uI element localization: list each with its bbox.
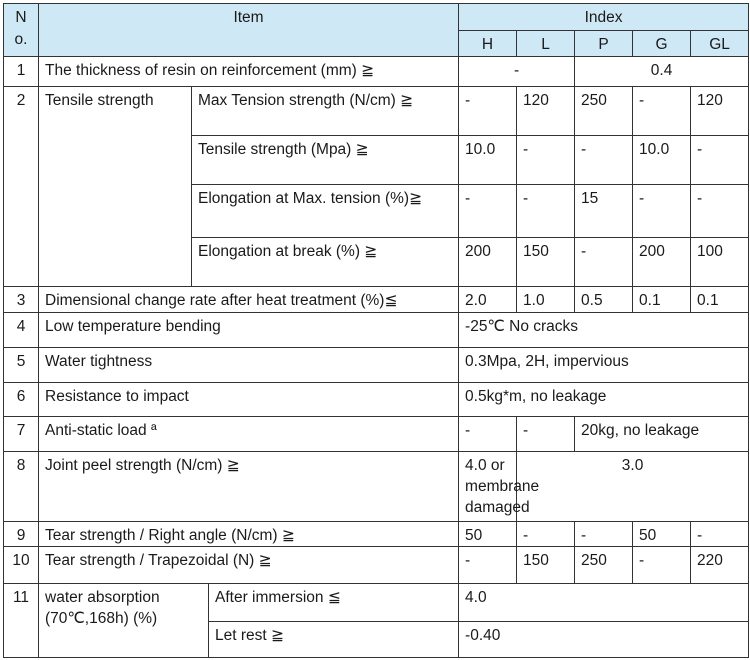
cell-l: 150 — [517, 547, 575, 584]
cell-h: - — [459, 547, 517, 584]
cell-p: 250 — [575, 86, 633, 135]
row-number: 11 — [4, 584, 39, 658]
cell-index-all: 4.0 — [459, 584, 749, 622]
table-row — [4, 287, 749, 313]
row-item: Water tightness — [39, 347, 459, 382]
table-row — [4, 547, 749, 584]
row-number: 4 — [4, 313, 39, 348]
cell-l: 150 — [517, 238, 575, 287]
cell-index-all: 0.5kg*m, no leakage — [459, 382, 749, 417]
cell-h: 2.0 — [459, 287, 517, 313]
cell-gl: 220 — [691, 547, 749, 584]
table-row — [4, 584, 749, 622]
cell-h: 200 — [459, 238, 517, 287]
row-number: 9 — [4, 521, 39, 547]
header-row-1 — [4, 4, 749, 31]
row-number: 6 — [4, 382, 39, 417]
row-item: Tear strength / Right angle (N/cm) ≧ — [39, 521, 459, 547]
row-number: 2 — [4, 86, 39, 287]
header-grade-l: L — [517, 30, 575, 57]
sub-item: Let rest ≧ — [209, 622, 459, 658]
cell-h: 4.0 or membrane damaged — [459, 452, 517, 522]
cell-p: 250 — [575, 547, 633, 584]
cell-p-g-gl: 0.4 — [575, 57, 749, 87]
table-row — [4, 313, 749, 348]
cell-gl: 120 — [691, 86, 749, 135]
cell-gl: 100 — [691, 238, 749, 287]
cell-index-all: -25℃ No cracks — [459, 313, 749, 348]
cell-l: - — [517, 521, 575, 547]
header-item: Item — [39, 4, 459, 57]
row-item: Low temperature bending — [39, 313, 459, 348]
cell-p: 0.5 — [575, 287, 633, 313]
row-item: Tensile strength — [39, 86, 192, 287]
row-number: 8 — [4, 452, 39, 522]
cell-h: - — [459, 86, 517, 135]
cell-gl: - — [691, 136, 749, 185]
table-row — [4, 347, 749, 382]
cell-h: 50 — [459, 521, 517, 547]
sub-item: Tensile strength (Mpa) ≧ — [192, 136, 459, 185]
cell-l: - — [517, 417, 575, 452]
table-row — [4, 86, 749, 135]
cell-g: - — [633, 86, 691, 135]
header-grade-g: G — [633, 30, 691, 57]
cell-p: - — [575, 521, 633, 547]
cell-p: - — [575, 238, 633, 287]
cell-l: 1.0 — [517, 287, 575, 313]
cell-l: - — [517, 136, 575, 185]
row-number: 10 — [4, 547, 39, 584]
cell-g: - — [633, 185, 691, 238]
row-number: 7 — [4, 417, 39, 452]
sub-item: After immersion ≦ — [209, 584, 459, 622]
cell-g: 10.0 — [633, 136, 691, 185]
cell-g: - — [633, 547, 691, 584]
sub-item: Elongation at Max. tension (%)≧ — [192, 185, 459, 238]
row-item: The thickness of resin on reinforcement (mm) ≧ — [39, 57, 459, 87]
header-grade-gl: GL — [691, 30, 749, 57]
cell-g: 50 — [633, 521, 691, 547]
cell-l: - — [517, 185, 575, 238]
cell-index-all: -0.40 — [459, 622, 749, 658]
row-item: Anti-static load ª — [39, 417, 459, 452]
cell-gl: - — [691, 185, 749, 238]
cell-h: - — [459, 417, 517, 452]
row-item: water absorption (70℃,168h) (%) — [39, 584, 209, 658]
row-number: 1 — [4, 57, 39, 87]
cell-l-p-g-gl: 3.0 — [517, 452, 749, 522]
table-row — [4, 57, 749, 87]
row-number: 3 — [4, 287, 39, 313]
cell-h: - — [459, 185, 517, 238]
table-row — [4, 521, 749, 547]
cell-gl: - — [691, 521, 749, 547]
cell-l: 120 — [517, 86, 575, 135]
row-item: Tear strength / Trapezoidal (N) ≧ — [39, 547, 459, 584]
table-row — [4, 382, 749, 417]
header-grade-h: H — [459, 30, 517, 57]
row-item: Dimensional change rate after heat treatment (%)≦ — [39, 287, 459, 313]
sub-item: Elongation at break (%) ≧ — [192, 238, 459, 287]
row-item: Joint peel strength (N/cm) ≧ — [39, 452, 459, 522]
header-no: N o. — [4, 4, 39, 57]
header-index: Index — [459, 4, 749, 31]
sub-item: Max Tension strength (N/cm) ≧ — [192, 86, 459, 135]
cell-g: 0.1 — [633, 287, 691, 313]
cell-gl: 0.1 — [691, 287, 749, 313]
cell-h-l: - — [459, 57, 575, 87]
cell-p: 15 — [575, 185, 633, 238]
cell-p: - — [575, 136, 633, 185]
spec-table — [3, 3, 749, 658]
cell-p-g-gl: 20kg, no leakage — [575, 417, 749, 452]
table-row — [4, 417, 749, 452]
cell-h: 10.0 — [459, 136, 517, 185]
cell-g: 200 — [633, 238, 691, 287]
header-grade-p: P — [575, 30, 633, 57]
table-row — [4, 452, 749, 522]
row-item: Resistance to impact — [39, 382, 459, 417]
row-number: 5 — [4, 347, 39, 382]
cell-index-all: 0.3Mpa, 2H, impervious — [459, 347, 749, 382]
